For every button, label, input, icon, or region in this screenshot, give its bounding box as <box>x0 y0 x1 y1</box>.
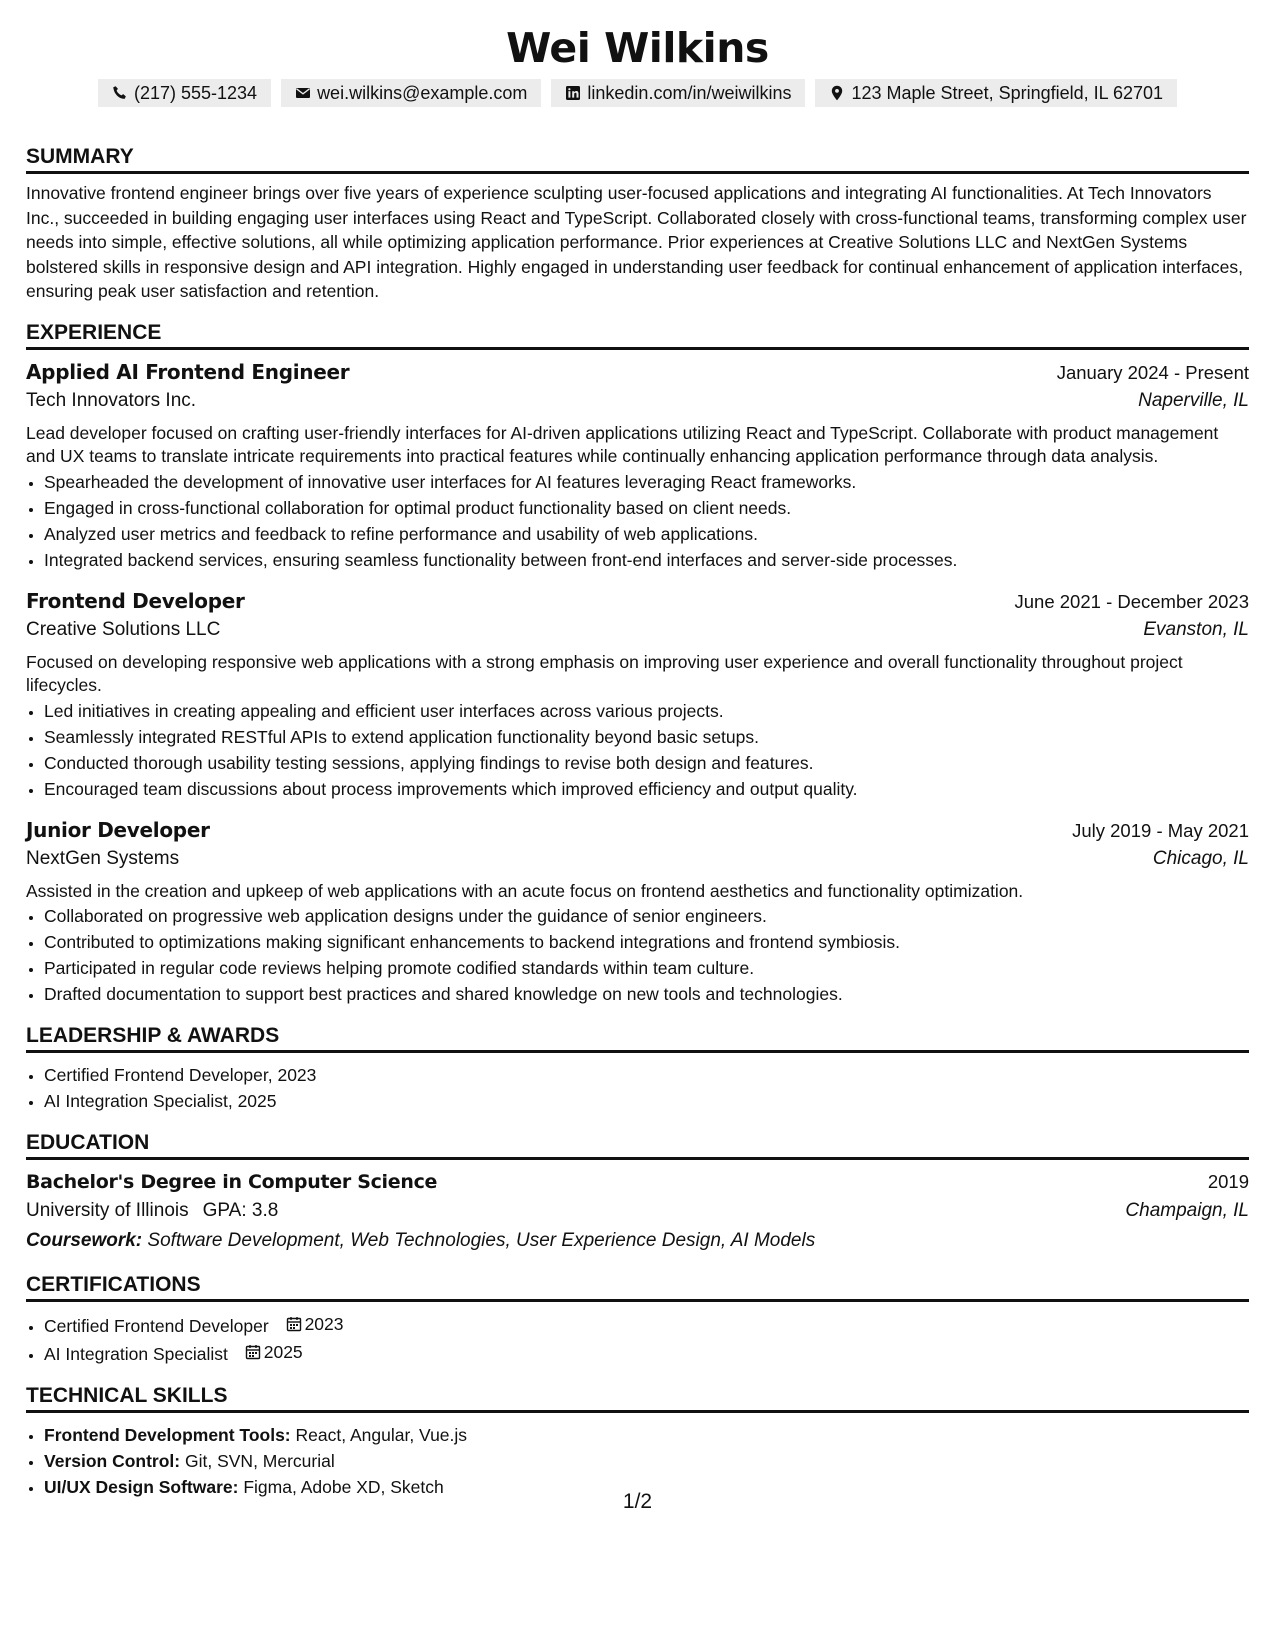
certifications-section <box>26 1272 1249 1367</box>
phone-icon <box>112 85 128 101</box>
contact-phone[interactable] <box>98 79 271 107</box>
job-description: Focused on developing responsive web applications with a strong emphasis on improving user experience and overall functionality throughout project lifecycles. <box>26 651 1183 695</box>
skill-label: Version Control: <box>44 1451 181 1471</box>
list-item: • Collaborated on progressive web application designs under the guidance of senior engineers. <box>44 903 1249 929</box>
job-description: Assisted in the creation and upkeep of web applications with an acute focus on frontend aesthetics and functionality optimization. <box>26 880 1024 901</box>
job-company: Tech Innovators Inc. <box>26 389 197 411</box>
contact-address-text: 123 Maple Street, Springfield, IL 62701 <box>851 83 1164 103</box>
job-location: Naperville, IL <box>1138 389 1249 411</box>
job-dates: January 2024 - Present <box>1056 361 1249 383</box>
contact-email[interactable] <box>281 79 541 107</box>
job-bullets <box>26 469 1249 573</box>
job-location: Evanston, IL <box>1143 618 1249 640</box>
gpa: GPA: 3.8 <box>202 1200 279 1221</box>
list-item: • Certified Frontend Developer, 2023 <box>44 1062 1249 1088</box>
candidate-name: Wei Wilkins <box>506 24 769 72</box>
list-item: • Drafted documentation to support best practices and shared knowledge on new tools and technologies. <box>44 981 1249 1007</box>
leadership-list <box>26 1062 1249 1114</box>
contact-linkedin[interactable] <box>551 79 805 107</box>
calendar-icon <box>286 1316 302 1332</box>
contact-phone-text: (217) 555-1234 <box>133 83 258 103</box>
coursework-line <box>26 1226 1249 1256</box>
list-item: • Analyzed user metrics and feedback to refine performance and usability of web applications. <box>44 521 1249 547</box>
job-entry <box>26 587 1249 802</box>
list-item: • Engaged in cross-functional collaboration for optimal product functionality based on client needs. <box>44 495 1249 521</box>
coursework-label: Coursework: <box>26 1230 143 1251</box>
list-item <box>44 1339 1249 1367</box>
job-title: Frontend Developer <box>26 588 245 613</box>
summary-section <box>26 144 1249 304</box>
list-item: • Integrated backend services, ensuring seamless functionality between front-end interfaces and server-side processes. <box>44 547 1249 573</box>
job-description: Lead developer focused on crafting user-friendly interfaces for AI-driven applications utilizing React and TypeScript. Collaborate with product management and UX teams to translate intricate requirements into practical features while continually enhancing application performance through data analysis. <box>26 422 1219 466</box>
envelope-icon <box>295 85 311 101</box>
certification-name: AI Integration Specialist <box>44 1344 228 1364</box>
leadership-section <box>26 1023 1249 1114</box>
job-entry <box>26 816 1249 1008</box>
list-item: • Seamlessly integrated RESTful APIs to extend application functionality beyond basic setups. <box>44 724 1249 750</box>
skill-value: Git, SVN, Mercurial <box>185 1451 335 1471</box>
certification-year: 2025 <box>263 1342 303 1362</box>
section-title: EXPERIENCE <box>26 320 1249 350</box>
coursework-list: Software Development, Web Technologies, User Experience Design, AI Models <box>147 1230 816 1251</box>
graduation-year: 2019 <box>1207 1171 1249 1192</box>
school-line <box>26 1196 278 1226</box>
section-title: TECHNICAL SKILLS <box>26 1383 1249 1413</box>
summary-text: Innovative frontend engineer brings over five years of experience sculpting user-focused applications and integrating AI functionalities. At Tech Innovators Inc., succeeded in building engaging user interfaces using React and TypeScript. Collaborated closely with cross-functional teams, transforming complex user needs into simple, effective solutions, all while optimizing application performance. Prior experiences at Creative Solutions LLC and NextGen Systems bolstered skills in responsive design and API integration. Highly engaged in understanding user feedback for continual enhancement of application interfaces, ensuring peak user satisfaction and retention. <box>26 183 1247 301</box>
list-item: • Encouraged team discussions about process improvements which improved efficiency and output quality. <box>44 776 1249 802</box>
contact-email-text: wei.wilkins@example.com <box>317 83 528 103</box>
list-item: • Led initiatives in creating appealing and efficient user interfaces across various projects. <box>44 698 1249 724</box>
job-dates: July 2019 - May 2021 <box>1072 819 1249 841</box>
calendar-icon <box>245 1344 261 1360</box>
resume-page <box>26 0 1249 1500</box>
job-entry <box>26 358 1249 573</box>
page-number: 1/2 <box>622 1490 653 1513</box>
job-bullets <box>26 903 1249 1007</box>
job-location: Chicago, IL <box>1152 847 1249 869</box>
section-title: SUMMARY <box>26 144 1249 174</box>
job-title: Applied AI Frontend Engineer <box>26 359 350 384</box>
certifications-list <box>26 1311 1249 1367</box>
map-pin-icon <box>829 85 845 101</box>
skill-label: Frontend Development Tools: <box>44 1425 291 1445</box>
education-entry <box>26 1168 1249 1256</box>
job-bullets <box>26 698 1249 802</box>
experience-section <box>26 320 1249 1008</box>
certification-date <box>245 1339 303 1365</box>
skill-value: Figma, Adobe XD, Sketch <box>243 1477 444 1497</box>
skill-label: UI/UX Design Software: <box>44 1477 239 1497</box>
job-title: Junior Developer <box>26 817 210 842</box>
contact-bar <box>26 79 1249 107</box>
list-item: • Spearheaded the development of innovative user interfaces for AI features leveraging React frameworks. <box>44 469 1249 495</box>
school-location: Champaign, IL <box>1125 1200 1249 1221</box>
contact-linkedin-text: linkedin.com/in/weiwilkins <box>587 83 792 103</box>
list-item: • Participated in regular code reviews helping promote codified standards within team culture. <box>44 955 1249 981</box>
certification-year: 2023 <box>304 1314 344 1334</box>
section-title: CERTIFICATIONS <box>26 1272 1249 1302</box>
section-title: EDUCATION <box>26 1130 1249 1160</box>
list-item: • AI Integration Specialist, 2025 <box>44 1088 1249 1114</box>
list-item <box>44 1422 1249 1448</box>
job-dates: June 2021 - December 2023 <box>1014 590 1249 612</box>
list-item: • Contributed to optimizations making significant enhancements to backend integrations and frontend symbiosis. <box>44 929 1249 955</box>
certification-date <box>286 1311 344 1337</box>
degree-title: Bachelor's Degree in Computer Science <box>26 1171 438 1193</box>
list-item: • Conducted thorough usability testing sessions, applying findings to revise both design and features. <box>44 750 1249 776</box>
skill-value: React, Angular, Vue.js <box>295 1425 468 1445</box>
list-item <box>44 1311 1249 1339</box>
skills-list <box>26 1422 1249 1500</box>
contact-address <box>815 79 1177 107</box>
job-company: NextGen Systems <box>26 847 180 869</box>
certification-name: Certified Frontend Developer <box>44 1316 269 1336</box>
education-section <box>26 1130 1249 1256</box>
school-name: University of Illinois <box>26 1200 189 1221</box>
job-company: Creative Solutions LLC <box>26 618 221 640</box>
linkedin-icon <box>565 85 581 101</box>
section-title: LEADERSHIP & AWARDS <box>26 1023 1249 1053</box>
list-item <box>44 1448 1249 1474</box>
technical-skills-section <box>26 1383 1249 1500</box>
